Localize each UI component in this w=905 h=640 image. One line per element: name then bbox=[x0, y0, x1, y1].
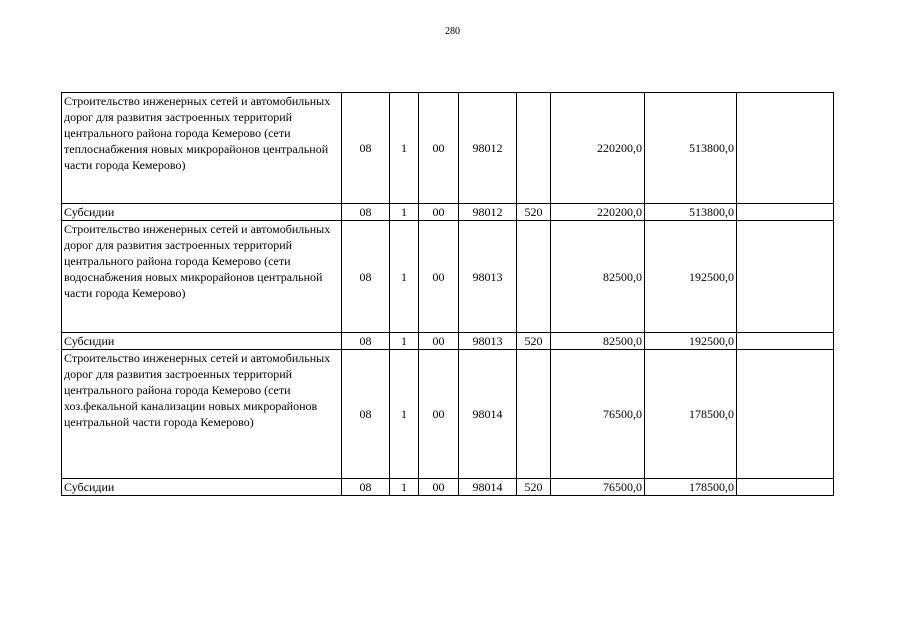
subprogram-code: 00 bbox=[419, 333, 459, 350]
row-name: Строительство инженерных сетей и автомобильных дорог для развития застроенных территорий центрального района города Кемерово (сети хоз.фекальной канализации новых микрорайонов центральной части города Кемерово) bbox=[62, 350, 342, 479]
table-row bbox=[62, 93, 834, 204]
row-name: Строительство инженерных сетей и автомобильных дорог для развития застроенных территорий центрального района города Кемерово (сети теплоснабжения новых микрорайонов центральной части города Кемерово) bbox=[62, 93, 342, 204]
subprogram-code: 00 bbox=[419, 221, 459, 333]
section-code: 08 bbox=[342, 204, 390, 221]
direction-code: 98014 bbox=[459, 350, 517, 479]
program-code: 1 bbox=[390, 479, 419, 496]
amount-2: 178500,0 bbox=[645, 479, 737, 496]
amount-3 bbox=[737, 204, 834, 221]
budget-table bbox=[61, 92, 834, 496]
amount-3 bbox=[737, 350, 834, 479]
table-row bbox=[62, 479, 834, 496]
subprogram-code: 00 bbox=[419, 479, 459, 496]
expense-type-code: 520 bbox=[517, 333, 551, 350]
section-code: 08 bbox=[342, 333, 390, 350]
section-code: 08 bbox=[342, 221, 390, 333]
amount-3 bbox=[737, 221, 834, 333]
direction-code: 98013 bbox=[459, 221, 517, 333]
direction-code: 98012 bbox=[459, 93, 517, 204]
page-number: 280 bbox=[445, 26, 460, 37]
table-row bbox=[62, 350, 834, 479]
direction-code: 98013 bbox=[459, 333, 517, 350]
subprogram-code: 00 bbox=[419, 350, 459, 479]
amount-2: 192500,0 bbox=[645, 221, 737, 333]
amount-1: 82500,0 bbox=[551, 221, 645, 333]
amount-2: 178500,0 bbox=[645, 350, 737, 479]
expense-type-code bbox=[517, 350, 551, 479]
amount-3 bbox=[737, 479, 834, 496]
expense-type-code bbox=[517, 93, 551, 204]
amount-1: 220200,0 bbox=[551, 204, 645, 221]
amount-1: 82500,0 bbox=[551, 333, 645, 350]
row-name: Субсидии bbox=[62, 479, 342, 496]
program-code: 1 bbox=[390, 221, 419, 333]
subprogram-code: 00 bbox=[419, 93, 459, 204]
subprogram-code: 00 bbox=[419, 204, 459, 221]
amount-1: 220200,0 bbox=[551, 93, 645, 204]
row-name: Субсидии bbox=[62, 204, 342, 221]
section-code: 08 bbox=[342, 350, 390, 479]
direction-code: 98012 bbox=[459, 204, 517, 221]
table-row bbox=[62, 333, 834, 350]
section-code: 08 bbox=[342, 93, 390, 204]
amount-3 bbox=[737, 93, 834, 204]
direction-code: 98014 bbox=[459, 479, 517, 496]
program-code: 1 bbox=[390, 93, 419, 204]
row-name: Субсидии bbox=[62, 333, 342, 350]
amount-1: 76500,0 bbox=[551, 350, 645, 479]
table-row bbox=[62, 204, 834, 221]
amount-2: 192500,0 bbox=[645, 333, 737, 350]
program-code: 1 bbox=[390, 204, 419, 221]
amount-2: 513800,0 bbox=[645, 93, 737, 204]
row-name: Строительство инженерных сетей и автомобильных дорог для развития застроенных территорий центрального района города Кемерово (сети водоснабжения новых микрорайонов центральной части города Кемерово) bbox=[62, 221, 342, 333]
amount-1: 76500,0 bbox=[551, 479, 645, 496]
program-code: 1 bbox=[390, 350, 419, 479]
section-code: 08 bbox=[342, 479, 390, 496]
expense-type-code bbox=[517, 221, 551, 333]
table-row bbox=[62, 221, 834, 333]
amount-3 bbox=[737, 333, 834, 350]
expense-type-code: 520 bbox=[517, 479, 551, 496]
program-code: 1 bbox=[390, 333, 419, 350]
expense-type-code: 520 bbox=[517, 204, 551, 221]
amount-2: 513800,0 bbox=[645, 204, 737, 221]
